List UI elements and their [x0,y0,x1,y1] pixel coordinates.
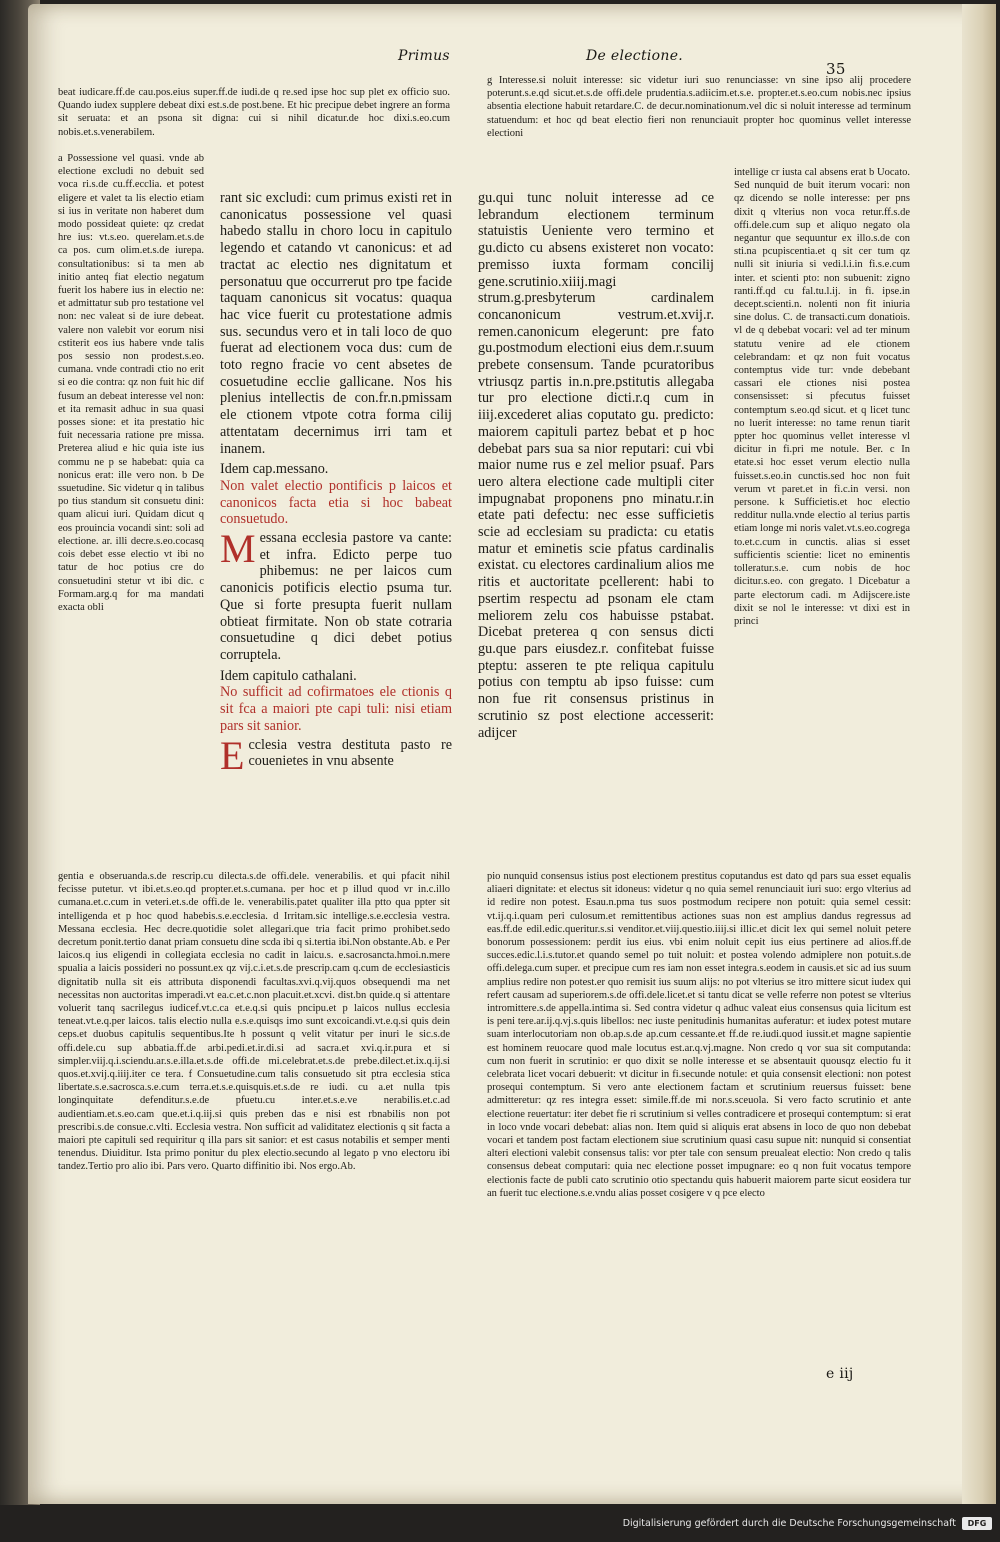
main-left-para-3 [220,732,452,778]
top-gloss-left-text: beat iudicare.ff.de cau.pos.eius super.ff.de iudi.de q re.sed ipse hoc sup plet ex officio suo. Quando iudex supplere debeat dixi est.s.de post.bene. Et hic precipue debet ingrere an forma sit seruata: et an psona sit digna: cui si nihil dicatur.de hoc dixi.s.eo.cum nobis.et.s.venerabilem. [58,87,450,138]
item-heading-cathalani: Idem capitulo cathalani. [220,667,357,684]
item-heading-messano: Idem cap.messano. [220,461,329,478]
page-number: 35 [826,60,846,78]
main-left-para-2-text: essana ecclesia pastore va cante: et infra. Edicto perpe tuo phibemus: ne per laicos cum canonicis potificis electio psuma tur. Que si forte presupta fuerit nullam obtieat firmitate. Non ob state cotraria consuetudine q dici debet potius corruptela. [220,530,452,663]
main-left-para-2 [220,526,452,664]
running-title-right: De electione. [586,48,684,64]
running-title-left: Primus [398,48,450,64]
top-gloss-right-text: g Interesse.si noluit interesse: sic videtur iuri suo renunciasse: vn sine ipso alij procedere poterunt.s.e.qd sicut.et.s.de offi.dele prudentia.s.adiicim.et.s.e. propter.et.s.eo.cum nobis.nec ipsius absentia electione habuit retardare.C. de decur.nominationum.vel dic si noluit interesse ad terminum statuendum: et hoc qd beat electio fieri non renunciauit propter hoc quominus vellet interesse electioni [487,75,911,139]
rubric-non-sufficit: No sufficit ad cofirmatoes ele ctionis q sit fca a maiori pte capi tuli: nisi etiam pars sit sanior. [220,684,452,734]
lower-gloss-left-text: gentia e obseruanda.s.de rescrip.cu dilecta.s.de offi.dele. venerabilis. et qui pfacit nihil fecisse putetur. vt ibi.et.s.eo.qd propter.et.s.cumana. per hoc et p illud quod vr in.c.illo cumana.et.c.cum in veteri.et.s.de offi.de le. venerabilis.patet qualiter illa ptto qua ppter sit intelligenda et p hoc quod habebis.s.e.ecclesia. d Irritam.sic intellige.s.e.ecclesia vestra. Messana ecclesia. Hec decre.quotidie solet allegari.que tria facit primo prohibet.sedo decretum ponit.tertio danat priam consuetu dine scda ibi q si.tertia ibi.Non obstante.Ab. e Per laicos.q ius eligendi in collegiata ecclesia no cadit in laicu.s. e.sacrosancta.hmoi.n.mere spualia a laicis possideri no possunt.ex qz vij.c.i.et.s.de prescrip.cam q.cum de ecclesiasticis dignitatib nulla sit eis attributa disponendi facultas.xvi.q.vij.quos obsequendi ma net necessitas non auctoritas imperadi.vt ea.c.et.c.non placuit.et.xcvi. dist.bn quide.q si attentare voluerit tanq sacrilegus iudicef.vt.c.ca et.e.q.si quis pncipu.et p laicos nullus ecclesia teneat.vt.e.q.per laicos. talis electio nulla e.s.e.quisqs imo sunt excoicandi.vt.e.q.si quis dein ceps.et duobus capitulis sequentibus.Ite h possunt q velit vitatur per inuri le sic.s.de offi.dele.cu sup abbatia.ff.de arbi.pedi.et.ir.di.si ad sacra.et xvi.q.ir.pura et si simpler.viij.q.i.sciendu.ar.s.e.illa.et.s.de offi.de mi.celebrat.et.s.de prebe.dilect.et.ix.q.ij.si quos.et.xvij.q.iiij.iter ce tera. f Consuetudine.cum talis consuetudo sit ptra ecclesia stica libertate.s.e.sacrosca.s.e.cum terra.et.s.e.quisquis.et.s.de re iudi. cu a.et nulla tpis longinquitate defenditur.s.e.de pfuetu.cu inter.et.s.e.ve nerabilis.et.c.ad audientiam.et.s.eo.cam que.et.i.q.iij.si quis preben das e nisi est rbnabilis non pot prescribi.s.de consue.c.vlti. Ecclesia vestra. Non sufficit ad validitatez electionis q sit facta a maiori pte capituli sed requiritur q illa pars sit sanior: et est casus notabilis et semper menti tenendus. Diuiditur. Ista primo ponitur du plex electio.secundo al legato p vno electoru ibi tandez.Tertio pro alio ibi. Pars vero. Quarto diffinitio ibi. Nos ergo.Ab. [58,871,450,1173]
digitization-footer [0,1505,1000,1542]
lower-gloss-right [487,870,911,1358]
main-right-text: gu.qui tunc noluit interesse ad ce lebrandum electionem terminum statuistis Ueniente vero termino et gu.dicto cu absens existeret non vocato: premisso iuxta formam concilij gene.scrutinio.xiiij.magi strum.g.presbyterum cardinalem concanonicum vestrum.et.xvij.r. remen.canonicum elegerunt: pre fato gu.postmodum electioni eius dem.r.suum prebete consensum. Tande pcuratoribus vtriusqz partis in.n.pre.pstitutis allegaba tur pro electione dicti.r.q cum in iiij.excederet alias coputato gu. predicto: maiorem capituli partez bebat et p hoc debebat pars sua sa nior reputari: cui vbi maior nume rus e zel melior psuaf. Pars uero altera electione cade multipli citer impugnabat proponens pno minatu.r.in etate pati defectu: nec esse sufficietis scie ad ecclesiam su pradicta: cu etatis matur et eminetis scie pfatus cardinalis existat. cu electores cardinalium alios me ritis et auctoritate pcellerent: habi to psertim respectu ad psonam ele ctam meliorem zelu cos habuisse pstabat. Dicebat preterea q con sensus dicti gu.que pars eiusdez.r. confitebat fuisse pteptu: asseren te pte reliqua capitulu potius con temptu ab ipso fuisse: cum non fue rit consensus pristinus in scrutinio sz post electione accesserit: adijcer [478,190,714,741]
funding-credit: Digitalisierung gefördert durch die Deutsche Forschungsgemeinschaft [622,1518,956,1529]
lower-gloss-right-text: pio nunquid consensus istius post electionem prestitus coputandus est dato qd pars sua esset equalis aliaeri dignitate: et electus sit idoneus: videtur q no quia semel renunciauit iuri suo: ergo vlterius ad id redire non potest. Esau.n.pma tus suos postmodum recipere non potuit: quia semel cessit: vt.ij.q.i.quam peri culosum.et remittentibus actiones suas non est amplius dandus regressus ad eas.ff.de edil.edic.queritur.s.si venditor.et.viij.questio.iiij.si illic.et dicit lex qui semel noluit petere bonorum possessionem: perdit ius eius. vbi enim noluit cepit ius eius pertinere ad alios.ff.de succes.edic.l.i.s.tutor.et quando semel po tuit noluit: et postea volendo admiplere non potuit.s.de offi.delega.cum super. et precipue cum res iam non esset integra.s.eodem in causis.et sic ad ius suum amplius redire non potest.er quo remisit ius suum alijs: no pot vlterius se itro mittere sicut iudex qui refert causam ad superiorem.s.de offi.dele.licet.et si tantu dicat se velle referre non potest se vlterius intromittere.s.de appella.intima si. Sed contra videtur q adhuc valeat eius consensus quia licitum est is peni tere.ar.ij.q.vj.s.quis libellos: nec iuste penitudinis humanitas auferatur: et iudex potest mutare suam interlocutoriam non ob.ap.s.de ap.cum cessante.et ff.de re.iudi.quod iussit.et magne sapientie est hominem reuocare quod male locutus est.ar.q.vj.magne. Non credo q vor sua sit computanda: cum non fuerit in scrutinio: er quo dixit se nolle interesse et se absentauit quousqz electio fu it celebrata licet vocari debuerit: vt dicitur in fi.secunde notule: et quia consensit electioni: non potest prosequi contemptum. Si vero ante electionem factam et scrutinium reuersus fuisset: bene admitteretur: qz res integra esset: simile.ff.de mi nor.s.sceuola. Si vero facto scrutinio et ante electione reuertatur: iter debet fie ri scrutinium si velles contradicere et prosequi contemptum: si erat in loco vnde vocari debebat: alias non. Item quid si aliquis erat absens in loco de quo non debebat vocari et tandem post factam electionem siue scrutinium quasi casu supue nit: nunquid si consentiat alteri electioni valebit consensus talis: vor pter tale con sensum preualeat electio: Non credo q talis consensus debeat computari: quia nec electione posset impugnare: eo q non fuit vocatus tempore electionis facte de publi cato scrutinio otio spectandu quis habuerit maiorem parte sicut eosidera tur an fuerit tuc electione.s.e.vndu alias posset cosigere v q pce electo [487,871,911,1199]
top-gloss-right [487,74,911,166]
main-left-para-1 [220,190,452,457]
signature-mark: e iij [826,1366,854,1382]
gloss-column-left-text: a Possessione vel quasi. vnde ab electione excludi no debuit sed voca ri.s.de cu.ff.ecclia. et potest eligere et valet ta lis electio etiam si ius in veritate non haberet dum modo possideat quiete: qz credat hre ius: vt.s.eo. querelam.et.s.de ca pos. cum olim.et.s.de iurepa. consultationibus: si ta men ab initio anteq fiat electio negatum fuerit los habere ius in electio ne: et admittatur sub pro testatione vel non: nec valeat si de iure debeat. valere non valebit vor eorum nisi cstiterit eos ius habere vnde talis pos sessio non prodest.s.eo. cumana. vnde contradi ctio no erit si eo die contra: qz non fuit hic dif fusum an debeat interesse vel non: et ita remasit adhuc in sua quasi posses sione: et ita prestatio hic fuit necessaria ratione pre missa. Preterea aliud e hic quia iste ius commu ne p se habebat: quia ca nonicus erat: ille vero non. b De ssuetudine. Sic videtur q in talibus po tius standum sit consuetu dini: quam alicui iuri. Quidam dicut q eos prouincia vocandi sint: soli ad electione. ar. illi decre.s.eo.cocasq cois debet esse electio vt ibi no tatur de hoc potius cre do consuetudini stetur vt ibi dic. c Formam.arg.q for ma mandati exacta obli [58,153,204,613]
page-fore-edge [962,4,996,1504]
lower-gloss-left [58,870,450,1358]
main-left-para-1-text: rant sic excludi: cum primus existi ret in canonicatus possessione vel quasi habedo stallu in choro locu in capitulo legendo et catando vt canonicus: et ad tractat ac electio nes dignitatum et personatuu que occurrerut pro tpe facide taquam canonicus sit vocatus: quaqua hac vice fuerit cu protestatione admis sus. secundus vero et in tali loco de quo fuerat ad electionem voca dus: cum de toto regno fracie vo cent absetes de cosuetudine ecclie gallicane. [220,190,452,390]
gloss-column-left [58,152,204,870]
gloss-column-right-text: intellige cr iusta cal absens erat b Uocato. Sed nunquid de buit iterum vocari: non qz dicendo se nolle interesse: per pns dixit q vlterius non voca retur.ff.s.de offi.dele.cum sup et aliquo negato ola negantur que sequuntur ex illo.s.de con sti.na pcupiscentia.et q sit cer tum qz nulli sit iniuria si vedi.l.i.in fi.s.e.cum inter. et scienti pto: non subuenit: zigno ranti.ff.qd cu fal.tu.l.ij. in fi. ipse.in decept.scienti.n. nolenti non fit iniuria sine dolus. C. de transacti.cum donatiois. vl de q debebat vocari: vel ad ter minum statutu venire ad ele ctionem celebrandam: et qz non fuit vocatus contemptus vide tur: vnde debebant cassari ele ctiones nisi postea consensisset: si pfecutus fuisset contemptum s.eo.qd sicut. et q licet tunc no luerit interesse: no tame renun tiarit ppter hoc quominus vellet interesse vl dicitur in fi.pri me notule. Ber. c In etate.si hoc esset verum electio nulla fuisset.s.eo.in cunctis.sed hoc non fuit verum vt paret.et in fi.c.in versi. non persone. k Sufficietis.et hoc electio redditur nulla.vnde electio al terius partis etiam longe mi noris valet.vt.s.eo.cogrega to.et.c.cum in cunctis. alias si esset sufficientis scientie: licet no eminentis tolleratur.s.e. cum nobis de hoc dicitur.s.eo. con gregato. l Dicebatur a parte electorum cadi. m Adijscere.iste dixit se nol le interesse: vt dixi est in princi [734,167,910,627]
gloss-column-right [734,166,910,870]
main-text-column-left [220,190,452,870]
decorated-initial-m: M [220,526,256,572]
top-gloss-left [58,86,450,152]
decorated-initial-e: E [220,732,245,778]
main-left-para-3-text: cclesia vestra destituta pasto re couenietes in vnu absente [248,736,452,770]
rubric-non-valet-electio: Non valet electio pontificis p laicos et canonicos facta etia si hoc babeat consuetudo. [220,477,452,528]
main-text-column-right [478,190,714,870]
dfg-logo: DFG [962,1517,992,1530]
main-left-para-1-continued: Nos his plenius intellectis de con.fr.n.pmissam ele ctionem vtpote cotra forma cilij attentatam decernimus irri tam et inanem. [220,373,452,457]
